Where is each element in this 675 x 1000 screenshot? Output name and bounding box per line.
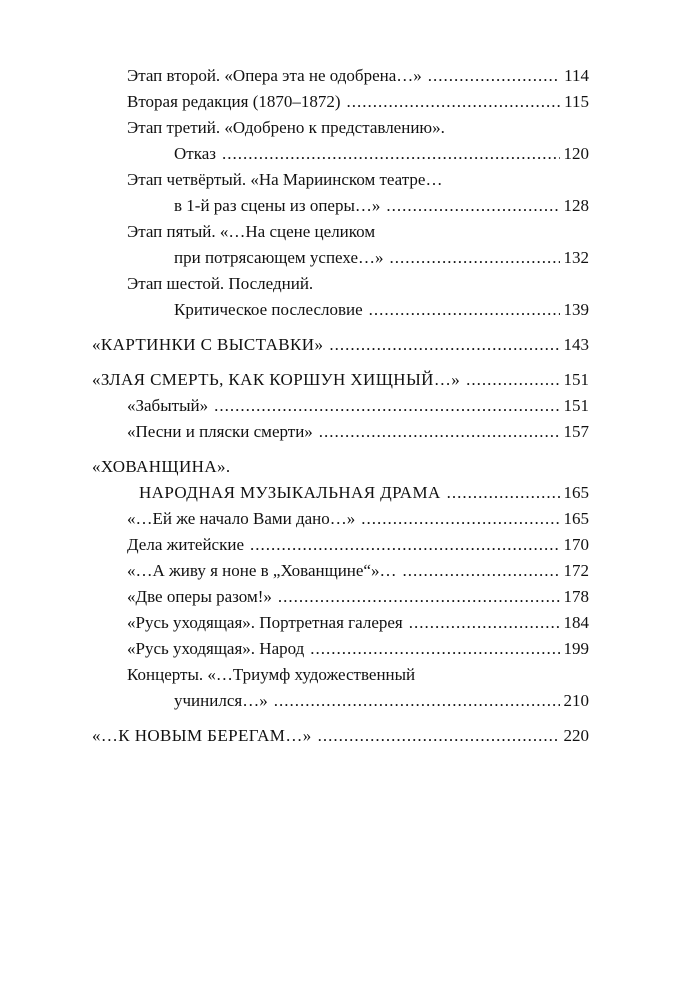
dot-leader — [250, 532, 560, 558]
dot-leader — [386, 193, 559, 219]
toc-section-entry — [92, 454, 589, 506]
dot-leader — [390, 245, 560, 271]
dot-leader — [319, 419, 560, 445]
toc-line — [127, 297, 589, 323]
toc-entry-title: Этап третий. «Одобрено к представлению». — [127, 118, 445, 137]
toc-page-number: 115 — [564, 92, 589, 111]
toc-line — [127, 89, 589, 115]
toc-line — [127, 688, 589, 714]
dot-leader — [447, 480, 560, 506]
toc-entry-title: НАРОДНАЯ МУЗЫКАЛЬНАЯ ДРАМА — [139, 483, 441, 502]
toc-line — [127, 610, 589, 636]
toc-line — [127, 419, 589, 445]
toc-page-number: 114 — [564, 66, 589, 85]
toc-subsection-entry — [92, 419, 589, 445]
toc-page-number: 139 — [563, 300, 589, 319]
toc-page-number: 172 — [563, 561, 589, 580]
toc-line — [92, 723, 589, 749]
toc-subsection-entry — [92, 115, 589, 167]
toc-entry-title: «ЗЛАЯ СМЕРТЬ, КАК КОРШУН ХИЩНЫЙ…» — [92, 370, 461, 389]
toc-line — [127, 63, 589, 89]
toc-subsection-entry — [92, 584, 589, 610]
toc-entry-title: «КАРТИНКИ С ВЫСТАВКИ» — [92, 335, 324, 354]
dot-leader — [428, 63, 560, 89]
toc-line — [127, 532, 589, 558]
toc-subsection-entry — [92, 506, 589, 532]
toc-entry-title: Вторая редакция (1870–1872) — [127, 92, 341, 111]
toc-subsection-entry — [92, 63, 589, 89]
toc-entry-title: Критическое послесловие — [174, 300, 363, 319]
toc-line — [92, 454, 589, 480]
toc-line — [127, 167, 589, 193]
toc-entry-title: «…К НОВЫМ БЕРЕГАМ…» — [92, 726, 312, 745]
dot-leader — [409, 610, 560, 636]
toc-entry-title: Этап шестой. Последний. — [127, 274, 314, 293]
toc-page-number: 132 — [563, 248, 589, 267]
toc-subsection-entry — [92, 167, 589, 219]
toc-page-number: 151 — [563, 396, 589, 415]
dot-leader — [214, 393, 559, 419]
dot-leader — [369, 297, 560, 323]
toc-subsection-entry — [92, 558, 589, 584]
toc-entry-title: «Русь уходящая». Портретная галерея — [127, 613, 403, 632]
toc-line — [92, 480, 589, 506]
toc-entry-title: «…А живу я ноне в „Хованщине“»… — [127, 561, 397, 580]
toc-subsection-entry — [92, 219, 589, 271]
toc-entry-title: Концерты. «…Триумф художественный — [127, 665, 416, 684]
toc-entry-title: при потрясающем успехе…» — [174, 248, 384, 267]
toc-page-number: 178 — [563, 587, 589, 606]
toc-page-number: 151 — [563, 370, 589, 389]
toc-line — [127, 245, 589, 271]
dot-leader — [361, 506, 559, 532]
toc-entry-title: Этап второй. «Опера эта не одобрена…» — [127, 66, 422, 85]
toc-section-entry — [92, 332, 589, 358]
toc-entry-title: «Забытый» — [127, 396, 209, 415]
toc-page-number: 165 — [563, 509, 589, 528]
toc-line — [92, 332, 589, 358]
toc-section-entry — [92, 723, 589, 749]
toc-page-number: 220 — [563, 726, 589, 745]
toc-page-number: 120 — [563, 144, 589, 163]
toc-section-entry — [92, 367, 589, 393]
toc-entry-title: «Песни и пляски смерти» — [127, 422, 313, 441]
toc-page-number: 143 — [563, 335, 589, 354]
toc-line — [127, 115, 589, 141]
toc-page-number: 128 — [563, 196, 589, 215]
toc-page-number: 210 — [563, 691, 589, 710]
toc-line — [127, 271, 589, 297]
toc-entry-title: учинился…» — [174, 691, 268, 710]
toc-entry-title: Отказ — [174, 144, 216, 163]
toc-line — [127, 393, 589, 419]
toc-line — [92, 367, 589, 393]
toc-line — [127, 506, 589, 532]
toc-subsection-entry — [92, 89, 589, 115]
toc-line — [127, 662, 589, 688]
toc-subsection-entry — [92, 610, 589, 636]
toc-entry-title: в 1-й раз сцены из оперы…» — [174, 196, 381, 215]
toc-entry-title: «Русь уходящая». Народ — [127, 639, 305, 658]
toc-line — [127, 584, 589, 610]
toc-page-number: 165 — [563, 483, 589, 502]
table-of-contents — [92, 63, 589, 749]
toc-entry-title: Этап пятый. «…На сцене целиком — [127, 222, 376, 241]
toc-page-number: 170 — [563, 535, 589, 554]
dot-leader — [222, 141, 560, 167]
dot-leader — [466, 367, 559, 393]
toc-page-number: 157 — [563, 422, 589, 441]
dot-leader — [329, 332, 559, 358]
dot-leader — [318, 723, 560, 749]
toc-page-number: 184 — [563, 613, 589, 632]
toc-entry-title: «…Ей же начало Вами дано…» — [127, 509, 356, 528]
toc-entry-title: «ХОВАНЩИНА». — [92, 457, 231, 476]
toc-line — [127, 193, 589, 219]
dot-leader — [274, 688, 560, 714]
toc-subsection-entry — [92, 636, 589, 662]
toc-subsection-entry — [92, 393, 589, 419]
toc-subsection-entry — [92, 532, 589, 558]
toc-page-number: 199 — [563, 639, 589, 658]
toc-line — [127, 558, 589, 584]
toc-subsection-entry — [92, 271, 589, 323]
dot-leader — [310, 636, 559, 662]
dot-leader — [278, 584, 560, 610]
toc-subsection-entry — [92, 662, 589, 714]
toc-entry-title: Дела житейские — [127, 535, 244, 554]
toc-entry-title: «Две оперы разом!» — [127, 587, 272, 606]
dot-leader — [402, 558, 559, 584]
toc-line — [127, 141, 589, 167]
toc-line — [127, 219, 589, 245]
toc-line — [127, 636, 589, 662]
dot-leader — [347, 89, 561, 115]
toc-entry-title: Этап четвёртый. «На Мариинском театре… — [127, 170, 443, 189]
